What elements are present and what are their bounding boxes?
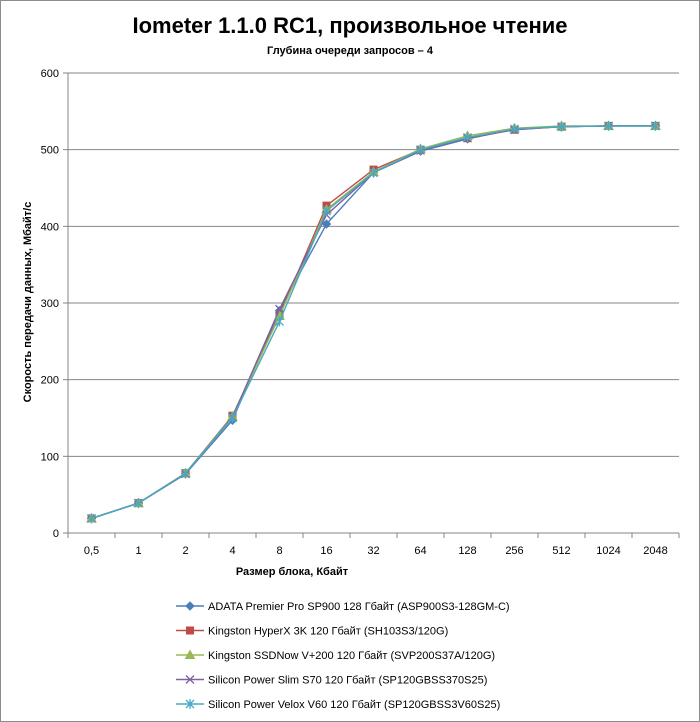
x-axis-title: Размер блока, Кбайт xyxy=(235,566,349,578)
y-tick-label: 500 xyxy=(40,144,59,157)
y-tick-label: 200 xyxy=(40,374,59,387)
legend-label: Silicon Power Velox V60 120 Гбайт (SP120GBSS3V60S25) xyxy=(208,699,501,711)
x-tick-label: 16 xyxy=(320,545,333,557)
legend-item xyxy=(176,601,510,613)
x-tick-label: 2048 xyxy=(643,545,668,557)
x-tick-label: 32 xyxy=(367,545,380,557)
x-tick-label: 512 xyxy=(552,545,571,557)
y-axis-title: Скорость передачи данных, Мбайт/с xyxy=(22,201,34,403)
legend-marker xyxy=(187,627,194,634)
x-tick-label: 64 xyxy=(414,545,427,557)
y-tick-label: 0 xyxy=(52,528,59,540)
legend-item xyxy=(176,650,495,662)
x-tick-label: 8 xyxy=(276,545,283,557)
x-tick-label: 1024 xyxy=(596,545,621,557)
legend-label: Kingston SSDNow V+200 120 Гбайт (SVP200S37A/120G) xyxy=(208,650,496,662)
y-tick-label: 100 xyxy=(40,451,59,464)
chart-border xyxy=(1,1,700,722)
legend-item xyxy=(176,626,448,638)
legend-item xyxy=(176,675,487,687)
x-tick-label: 1 xyxy=(135,545,142,557)
legend-label: Silicon Power Slim S70 120 Гбайт (SP120GBSS370S25) xyxy=(208,674,488,687)
chart-subtitle: Глубина очереди запросов – 4 xyxy=(267,45,433,57)
x-tick-label: 256 xyxy=(505,545,524,557)
y-tick-label: 300 xyxy=(40,298,59,310)
legend-label: Kingston HyperX 3K 120 Гбайт (SH103S3/120G) xyxy=(208,625,449,638)
legend-label: ADATA Premier Pro SP900 128 Гбайт (ASP900S3-128GM-C) xyxy=(208,601,510,613)
x-tick-label: 0,5 xyxy=(83,545,100,557)
y-tick-label: 400 xyxy=(40,221,59,234)
y-tick-label: 600 xyxy=(40,68,59,80)
chart-title: Iometer 1.1.0 RC1, произвольное чтение xyxy=(132,13,568,38)
x-tick-label: 2 xyxy=(182,545,189,557)
x-tick-label: 4 xyxy=(229,545,236,557)
legend-item xyxy=(176,699,500,711)
x-tick-label: 128 xyxy=(458,545,477,557)
